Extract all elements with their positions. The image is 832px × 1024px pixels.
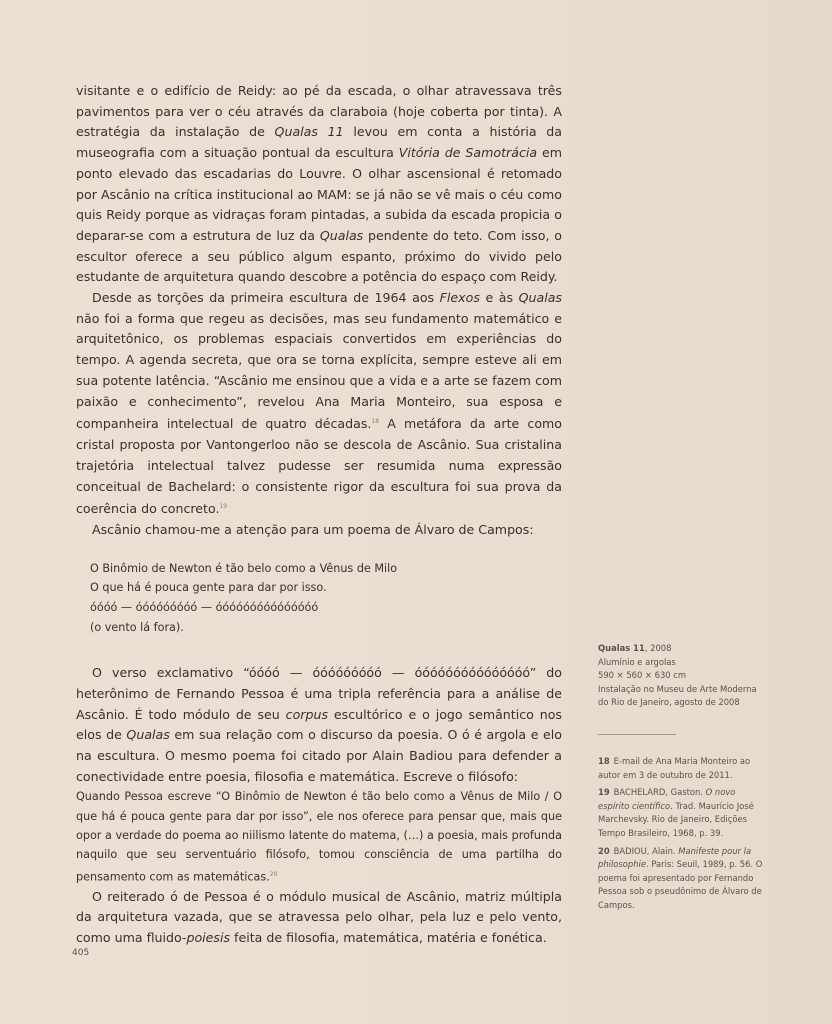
text: feita de filosofia, matemática, matéria e fonética. (230, 930, 547, 946)
text: pendente do teto. Com isso, o escultor oferece a seu público algum espanto, próximo do vivido pelo estudante de arquitetura quando descobre a potência do espaço com Reidy. (76, 227, 562, 285)
footnote-text: E-mail de Ana Maria Monteiro ao autor em 3 de outubro de 2011. (598, 756, 751, 780)
paragraph-4 (76, 663, 562, 787)
page-number: 405 (72, 948, 90, 958)
text: O reiterado ó de Pessoa é o módulo musical de Ascânio, matriz múltipla da arquitetura vazada, que se atravessa pelo olhar, pela luz e pelo vento, como uma fluido- (76, 888, 562, 946)
text: escultórico e o jogo semântico nos elos de (76, 706, 562, 743)
text: O verso exclamativo “óóóó — óóóóóóóóó — óóóóóóóóóóóóóóó” do heterônimo de Fernando Pessoa é uma tripla referência para a análise de Ascânio. É todo módulo de seu (76, 665, 562, 722)
caption-dimensions: 590 × 560 × 630 cm (598, 670, 687, 681)
footnote-number: 19 (598, 787, 610, 798)
block-quote (76, 787, 562, 886)
text: visitante e o edifício de Reidy: ao pé da escada, o olhar atravessava três pavimentos para ver o céu através da claraboia (hoje coberta por tinta). A estratégia da instalação de (76, 83, 562, 140)
text: não foi a forma que regeu as decisões, mas seu fundamento matemático e arquitetônico, os problemas espaciais convertidos em experiências do tempo. A agenda secreta, que ora se torna explícita, sempre esteve ali em sua potente latência. “Ascânio me ensinou que a vida e a arte se fazem com paixão e conhecimento”, revelou Ana Maria Monteiro, sua esposa e companheira intelectual de quatro décadas. (76, 310, 562, 432)
caption-material: Alumínio e argolas (598, 656, 676, 667)
footnote (598, 786, 768, 840)
poem-line: O que há é pouca gente para dar por isso. (90, 581, 327, 595)
main-text-column (76, 81, 562, 949)
text: em sua relação com o discurso da poesia. O ó é argola e elo na escultura. O mesmo poema foi citado por Alain Badiou para defender a conectividade entre poesia, filosofia e matemática. Escreve o filósofo: (76, 727, 562, 784)
footnote-text: . Trad. Maurício José Marchevsky. Rio de Janeiro, Edições Tempo Brasileiro, 1968, p. 39. (598, 800, 754, 838)
caption-title: Qualas 11 (598, 643, 645, 653)
notes-divider (598, 734, 676, 735)
paragraph-5 (76, 887, 562, 949)
footnote-text: . Paris: Seuil, 1989, p. 56. O poema foi apresentado por Fernando Pessoa sob o pseudônimo de Álvaro de Campos. (598, 859, 763, 910)
footnote-ref-18[interactable]: 18 (371, 418, 380, 426)
poem-line: O Binômio de Newton é tão belo como a Vênus de Milo (90, 561, 398, 575)
artwork-title: Vitória de Samotrácia (398, 145, 538, 161)
footnote-number: 18 (598, 756, 610, 766)
paragraph-1 (76, 81, 562, 288)
emphasis: corpus (285, 706, 329, 722)
artwork-title: Qualas (319, 227, 364, 243)
text: A metáfora da arte como cristal proposta por Vantongerloo não se descola de Ascânio. Sua cristalina trajetória intelectual talvez pudesse ser resumida numa expressão conceitual de Bachelard: o consistente rigor da escultura foi sua prova da coerência do concreto. (76, 416, 563, 517)
caption-heading (598, 642, 768, 656)
artwork-title: Qualas (126, 727, 170, 743)
footnote-number: 20 (598, 845, 610, 856)
footnote-book-title: Manifeste pour la philosophie (598, 845, 752, 870)
footnotes (598, 755, 768, 917)
footnote-text: BADIOU, Alain. (613, 845, 679, 856)
footnote-ref-19[interactable]: 19 (219, 503, 228, 511)
poem-line: óóóó — óóóóóóóóó — óóóóóóóóóóóóóóó (90, 601, 319, 615)
footnote-book-title: O novo espírito científico (598, 787, 736, 811)
paragraph-2 (76, 288, 562, 520)
quote-text: Quando Pessoa escreve “O Binômio de Newton é tão belo como a Vênus de Milo / O que há é pouca gente para dar por isso”, ele nos oferece para pensar que, mais que opor a verdade do poema ao niilismo latente do matema, (…) a poesia, mais profunda naquilo que seu serventuário filósofo, tomou consciência de uma partilha do pensamento com as matemáticas. (76, 790, 562, 884)
paragraph-3: Ascânio chamou-me a atenção para um poema de Álvaro de Campos: (92, 522, 534, 538)
caption-year: , 2008 (644, 643, 672, 653)
text: levou em conta a história da museografia com a situação pontual da escultura (76, 124, 563, 161)
text: e às (479, 290, 519, 306)
poem-quote (90, 559, 562, 637)
artwork-title: Qualas 11 (274, 124, 344, 140)
artwork-title: Qualas (518, 290, 562, 306)
footnote-ref-20[interactable]: 20 (269, 870, 278, 878)
text: Desde as torções da primeira escultura de 1964 aos (92, 290, 440, 306)
text: em ponto elevado das escadarias do Louvre. O olhar ascensional é retomado por Ascânio na crítica institucional ao MAM: se já não se vê mais o céu como quis Reidy porque as vidraças foram pintadas, a subida da escada propicia o deparar-se com a estrutura de luz da (76, 145, 562, 243)
emphasis: poiesis (186, 930, 231, 946)
footnote-text: BACHELARD, Gaston. (613, 787, 706, 798)
artwork-title: Flexos (439, 290, 480, 306)
poem-line: (o vento lá fora). (90, 620, 184, 634)
caption-installation: Instalação no Museu de Arte Moderna do Rio de Janeiro, agosto de 2008 (598, 683, 757, 708)
footnote (598, 755, 768, 782)
image-caption (598, 642, 768, 710)
footnote (598, 845, 768, 913)
